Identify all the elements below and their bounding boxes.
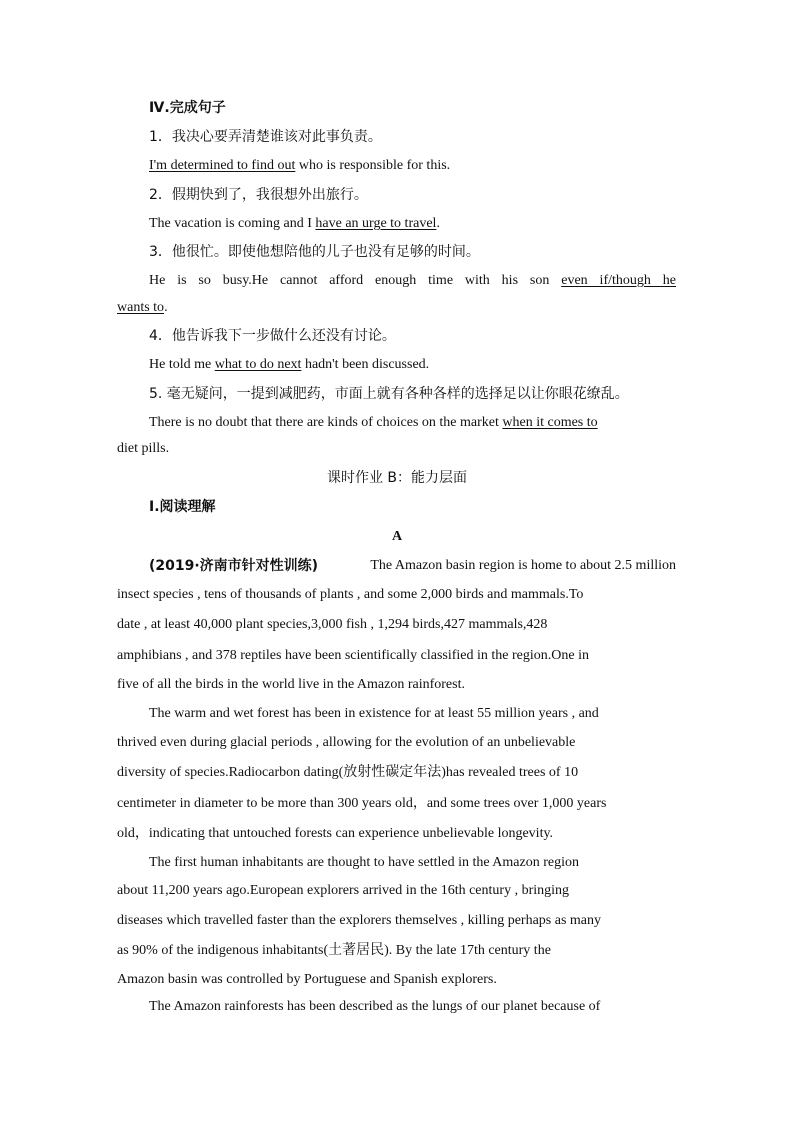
passage-line-14: as 90% of the indigenous inhabitants(土著居民). By the late 17th century the (117, 943, 551, 958)
passage-line-1-text: The Amazon basin region is home to about 2.5 million (370, 558, 676, 573)
item-1-answer: I'm determined to find out (149, 158, 296, 173)
item-3-answer-continued (117, 299, 168, 317)
item-2-answer-line (149, 215, 440, 233)
item-3-chinese: 3．他很忙。即使他想陪他的儿子也没有足够的时间。 (149, 244, 480, 260)
item-3-answer-cont: wants to (117, 300, 165, 315)
passage-source: (2019·济南市针对性训练) (149, 558, 319, 574)
passage-line-5: five of all the birds in the world live in the Amazon rainforest. (117, 677, 465, 692)
passage-line-2: insect species , tens of thousands of plants , and some 2,000 birds and mammals.To (117, 587, 584, 602)
passage-line-10: old，indicating that untouched forests can experience unbelievable longevity. (117, 826, 554, 841)
item-5-continued: diet pills. (117, 441, 170, 456)
section-heading-reading: Ⅰ.阅读理解 (149, 499, 216, 515)
item-3-answer-line (149, 272, 676, 290)
item-3-prefix: He is so busy.He cannot afford enough time with his son (149, 273, 562, 288)
item-4-suffix: hadn't been discussed. (301, 357, 430, 372)
item-3-suffix: . (164, 300, 168, 315)
passage-line-16: The Amazon rainforests has been described as the lungs of our planet because of (149, 999, 601, 1014)
item-1-chinese: 1．我决心要弄清楚谁该对此事负责。 (149, 129, 382, 145)
item-5-chinese: 5. 毫无疑问，一提到减肥药，市面上就有各种各样的选择足以让你眼花缭乱。 (149, 386, 629, 402)
passage-line-15: Amazon basin was controlled by Portuguese and Spanish explorers. (117, 972, 497, 987)
passage-line-7: thrived even during glacial periods , allowing for the evolution of an unbelievable (117, 735, 576, 750)
item-1-suffix: who is responsible for this. (295, 158, 451, 173)
passage-line-4: amphibians , and 378 reptiles have been scientifically classified in the region.One in (117, 648, 589, 663)
item-4-answer-line (149, 356, 429, 374)
item-4-prefix: He told me (149, 357, 215, 372)
item-3-answer: even if/though he (561, 273, 676, 288)
item-2-answer: have an urge to travel (315, 216, 437, 231)
item-5-prefix: There is no doubt that there are kinds of choices on the market (149, 415, 503, 430)
item-4-answer: what to do next (214, 357, 302, 372)
passage-line-3: date , at least 40,000 plant species,3,000 fish , 1,294 birds,427 mammals,428 (117, 617, 548, 632)
item-2-suffix: . (436, 216, 440, 231)
part-b-title: 课时作业 B：能力层面 (326, 470, 468, 486)
item-4-chinese: 4．他告诉我下一步做什么还没有讨论。 (149, 328, 396, 344)
passage-line-6: The warm and wet forest has been in existence for at least 55 million years , and (149, 706, 599, 721)
passage-line-13: diseases which travelled faster than the explorers themselves , killing perhaps as many (117, 913, 602, 928)
passage-line-9: centimeter in diameter to be more than 300 years old，and some trees over 1,000 years (117, 796, 607, 811)
passage-line-12: about 11,200 years ago.European explorers arrived in the 16th century , bringing (117, 883, 570, 898)
passage-line-11: The first human inhabitants are thought to have settled in the Amazon region (149, 855, 580, 870)
item-5-answer: when it comes to (502, 415, 598, 430)
section-heading-complete-sentences: Ⅳ.完成句子 (149, 100, 226, 116)
item-2-prefix: The vacation is coming and I (149, 216, 316, 231)
item-5-answer-line (149, 414, 598, 432)
passage-line-1 (149, 557, 676, 575)
item-1-answer-line (149, 157, 450, 175)
item-2-chinese: 2．假期快到了，我很想外出旅行。 (149, 187, 368, 203)
passage-label: A (391, 529, 403, 544)
passage-line-8: diversity of species.Radiocarbon dating(放射性碳定年法)has revealed trees of 10 (117, 765, 579, 780)
